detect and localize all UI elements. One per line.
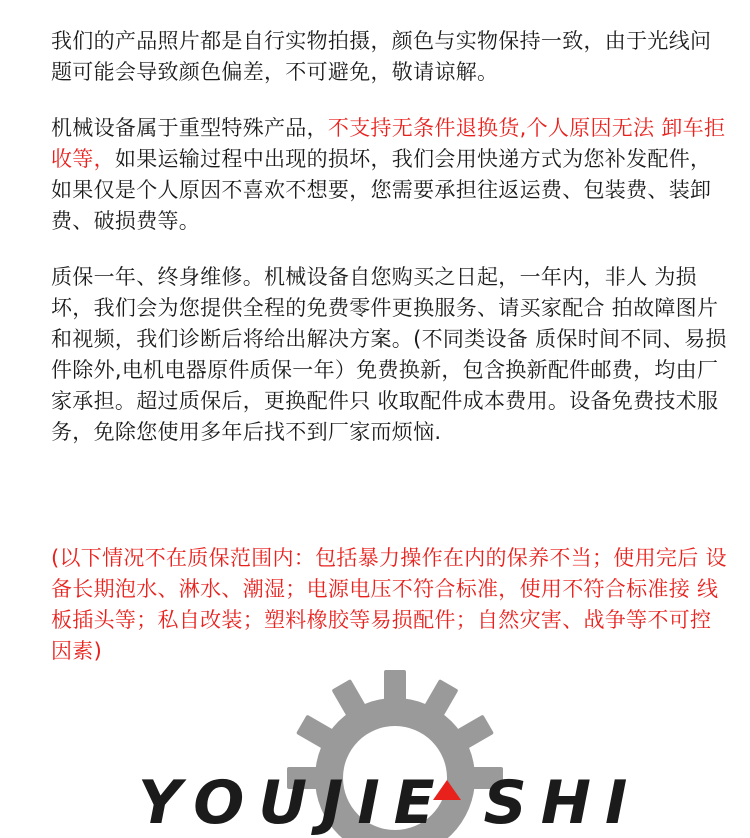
photo-disclaimer-paragraph: 我们的产品照片都是自行实物拍摄，颜色与实物保持一致，由于光线问题可能会导致颜色偏差，不可避免，敬请谅解。 bbox=[51, 29, 712, 84]
brand-logo bbox=[0, 660, 750, 838]
return-policy-warning: 不支持无条件退换货,个人原因无法 卸车拒收等， bbox=[51, 116, 726, 171]
return-policy-intro: 机械设备属于重型特殊产品， bbox=[51, 116, 328, 140]
warranty-paragraph: 质保一年、终身维修。机械设备自您购买之日起，一年内，非人 为损坏，我们会为您提供全程的免费零件更换服务、请买家配合 拍故障图片和视频，我们诊断后将给出解决方案。(不同类设备 质保时间不同、易损件除外,电机电器原件质保一年）免费换新，包含换新配件邮费，均由厂家承担。超过质保后，更换配件只 收取配件成本费用。设备免费技术服务，免除您使用多年后找不到厂家而烦恼. bbox=[51, 265, 727, 444]
return-policy-details: 如果运输过程中出现的损坏，我们会用快递方式为您补发配件，如果仅是个人原因不喜欢不想要，您需要承担往返运费、包装费、装卸费、破损费等。 bbox=[51, 147, 712, 233]
brand-logo-text: YOUJIE SHI bbox=[138, 768, 642, 838]
warranty-exclusions-paragraph: (以下情况不在质保范围内：包括暴力操作在内的保养不当；使用完后 设备长期泡水、淋水、潮湿；电源电压不符合标准，使用不符合标准接 线板插头等；私自改装；塑料橡胶等易损配件；自然灾害、战争等不可控因素) bbox=[51, 546, 727, 663]
return-policy-paragraph bbox=[51, 113, 731, 237]
